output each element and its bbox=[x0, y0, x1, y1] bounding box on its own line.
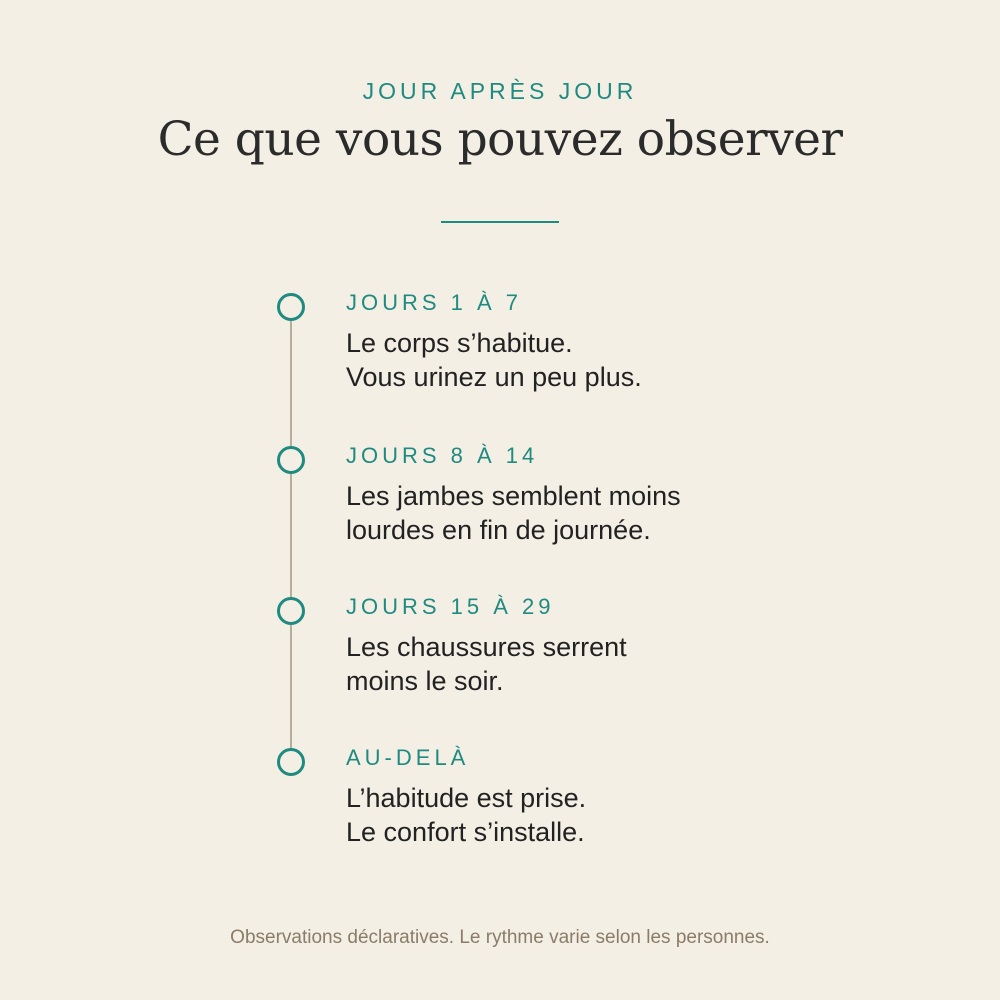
step-label: AU-DELÀ bbox=[346, 745, 470, 770]
page-title: Ce que vous pouvez observer bbox=[157, 112, 843, 167]
step-line-2: Vous urinez un peu plus. bbox=[346, 362, 642, 392]
step-label: JOURS 8 À 14 bbox=[346, 443, 539, 468]
step-label: JOURS 15 À 29 bbox=[346, 594, 555, 619]
step-line-1: Le corps s’habitue. bbox=[346, 328, 573, 358]
step-line-1: Les chaussures serrent bbox=[346, 632, 627, 662]
step-line-2: Le confort s’installe. bbox=[346, 817, 585, 847]
title-divider bbox=[441, 221, 559, 223]
timeline-step-4 bbox=[0, 745, 1000, 878]
timeline-step-1 bbox=[0, 290, 1000, 423]
timeline-step-2 bbox=[0, 443, 1000, 576]
step-description bbox=[346, 630, 627, 698]
step-label: JOURS 1 À 7 bbox=[346, 290, 523, 315]
eyebrow-heading: JOUR APRÈS JOUR bbox=[362, 78, 638, 104]
step-description bbox=[346, 781, 586, 849]
timeline-step-3 bbox=[0, 594, 1000, 727]
step-line-1: Les jambes semblent moins bbox=[346, 481, 681, 511]
step-description bbox=[346, 326, 642, 394]
step-line-2: moins le soir. bbox=[346, 666, 504, 696]
step-line-1: L’habitude est prise. bbox=[346, 783, 587, 813]
step-description bbox=[346, 479, 681, 547]
timeline-dot-icon bbox=[277, 597, 305, 625]
step-line-2: lourdes en fin de journée. bbox=[346, 515, 651, 545]
footnote: Observations déclaratives. Le rythme varie selon les personnes. bbox=[230, 927, 770, 948]
timeline-dot-icon bbox=[277, 293, 305, 321]
timeline-dot-icon bbox=[277, 446, 305, 474]
timeline-dot-icon bbox=[277, 748, 305, 776]
